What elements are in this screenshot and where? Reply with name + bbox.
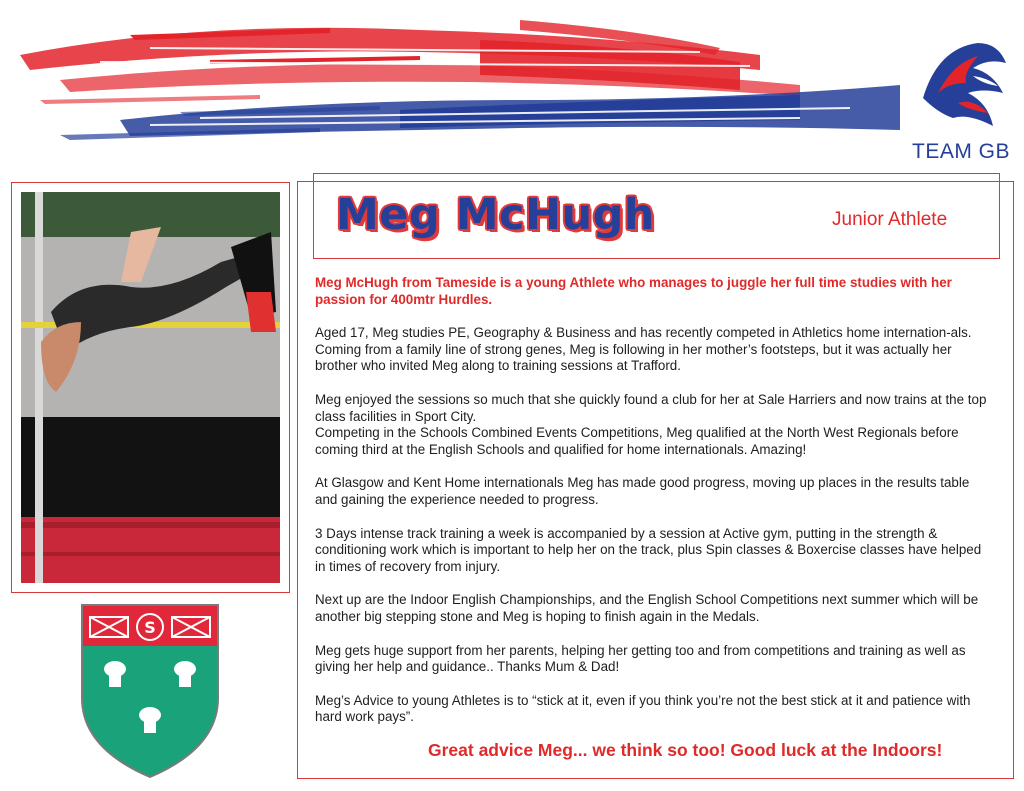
athlete-role: Junior Athlete	[832, 209, 948, 230]
article-paragraph: 3 Days intense track training a week is accompanied by a session at Active gym, putting in the strength & conditioning work which is important to help her on the track, plus Spin classes & Boxercise classes have helped in times of recovery from injury.	[315, 525, 982, 574]
lion-logo	[919, 39, 1007, 127]
closing-line: Great advice Meg... we think so too! Good luck at the Indoors!	[428, 740, 943, 760]
article-paragraph: Aged 17, Meg studies PE, Geography & Business and has recently competed in Athletics home internation-als. Coming from a family line of strong genes, Meg is following in her mother’s footsteps, but it was actually her brother who invited Meg along to training sessions at Trafford.	[315, 325, 972, 374]
article-paragraph: Next up are the Indoor English Championships, and the English School Competitions next summer which will be another big stepping stone and Meg is hoping to finish again in the Medals.	[315, 592, 979, 624]
club-crest	[80, 603, 220, 779]
crest-letter: S	[144, 618, 156, 637]
article-paragraph: At Glasgow and Kent Home internationals Meg has made good progress, moving up places in the results table and gaining the experience needed to progress.	[315, 475, 970, 507]
article-lead: Meg McHugh from Tameside is a young Athlete who manages to juggle her full time studies with her passion for 400mtr Hurdles.	[315, 275, 952, 307]
article-paragraph: Meg gets huge support from her parents, helping her getting too and from competitions and training as well as giving her help and guidance.. Thanks Mum & Dad!	[315, 642, 966, 675]
athlete-photo	[21, 192, 280, 583]
article-body	[315, 275, 995, 743]
article-paragraph: Meg enjoyed the sessions so much that she quickly found a club for her at Sale Harriers and now trains at the top class facilities in Sport City.	[315, 391, 987, 424]
article-paragraph: Meg’s Advice to young Athletes is to “stick at it, even if you think you’re not the best stick at it and patience with hard work pays”.	[315, 692, 971, 725]
article-paragraph: Competing in the Schools Combined Events Competitions, Meg qualified at the North West Regionals before coming third at the English Schools and qualified for home internationals. Amazing!	[315, 425, 959, 457]
athlete-name: Meg McHugh	[336, 190, 655, 240]
team-gb-banner	[0, 0, 1024, 175]
team-gb-label: TEAM GB	[912, 140, 1011, 163]
